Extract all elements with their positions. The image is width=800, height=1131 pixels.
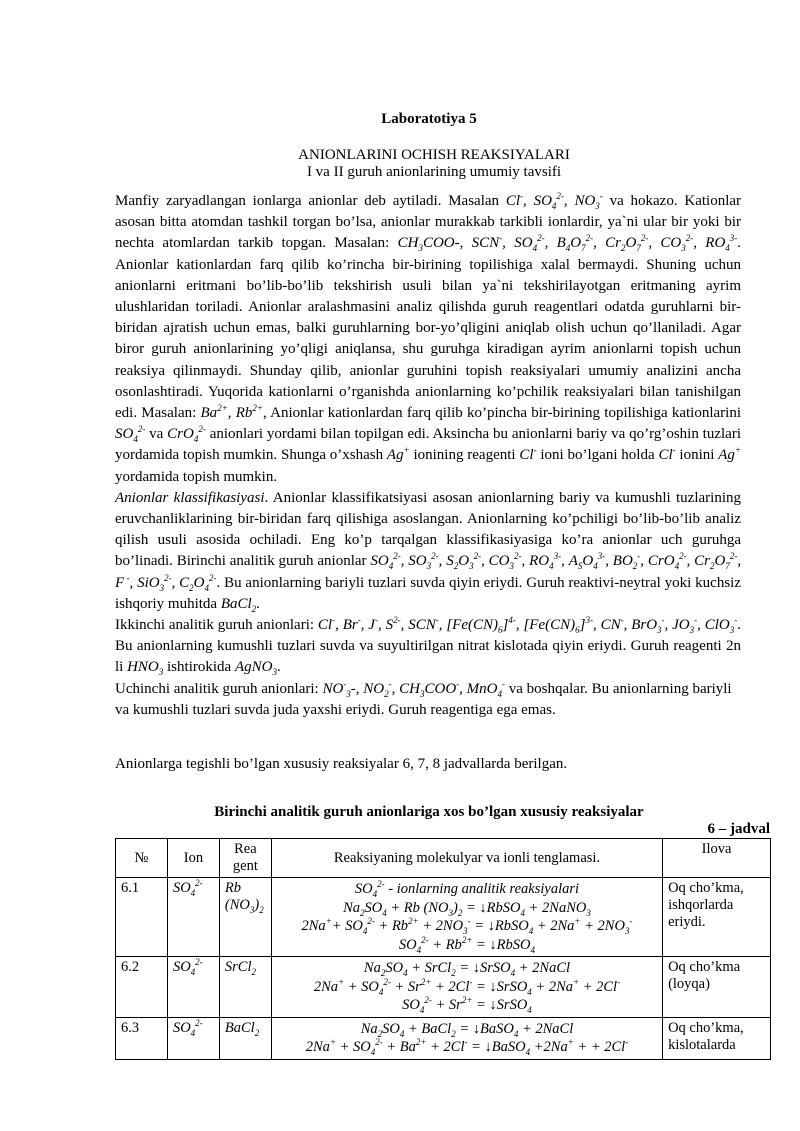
row-reagent: Rb $(NO_3)_2$ [219, 878, 271, 957]
row-equation: $Na_2SO_4$ + SrCl$_2$ = ↓SrSO$_4$ + 2NaCl $2Na^+ + SO_4^{2-} + Sr^{2+} + 2Cl^-$ = ↓SrSO$_4$ + 2Na+ + 2Cl- $SO_4^{2-} + Sr^{2+}$ = ↓SrSO$_4$ [271, 957, 662, 1018]
row-ion: $SO_4^{2-}$ [167, 957, 219, 1018]
header-note: Ilova [663, 839, 771, 878]
table-row [116, 878, 771, 957]
row-number: 6.3 [116, 1017, 168, 1059]
row-note: Oq cho’kma, kislotalarda [663, 1017, 771, 1059]
row-equation: $SO_4^{2-}$ - ionlarning analitik reaksiyalari $Na_2SO_4 + Rb$ $(NO_3)_2$ = ↓RbSO$_4$ + 2NaNO$_3$ $2Na^++ SO_4^{2-} + Rb^{2+} + 2NO_3^-$ = ↓RbSO$_4$ + $2Na^+ + 2NO_3^-$ $SO_4^{2-} + Rb^{2+}$ = ↓RbSO$_4$ [271, 878, 662, 957]
header-equation: Reaksiyaning molekulyar va ionli tenglamasi. [271, 839, 662, 878]
table-row [116, 1017, 771, 1059]
row-note: Oq cho’kma, ishqorlarda eriydi. [663, 878, 771, 957]
page-title: Laboratotiya 5 [381, 111, 477, 127]
row-number: 6.1 [116, 878, 168, 957]
row-ion: $SO_4^{2-}$ [167, 878, 219, 957]
row-number: 6.2 [116, 957, 168, 1018]
header-reagent: Rea gent [219, 839, 271, 878]
paragraph-classification: Anionlar klassifikasiyasi. Anionlar klassifikatsiyasi asosan anionlarning bariy va kumushli tuzlarining eruvchanliklarining bir-biridan farq qilishiga asoslangan. Anionlarning ko’pchiligi bo’lib-bo’lib analiz qilish usuli asosida ochiladi. Eng ko’p tarqalgan klassifikasiyasiga ko’ra anionlar uch guruhga bo’linadi. Birinchi analitik guruh anionlar $SO_4^{2-}$, $SO_3^{2-}$, $S_2O_3^{2-}$, $CO_3^{2-}$, $RO_4^{3-}$, $A_SO_4^{3-}$, $BO_2^-$, CrO$_4^{2-}$, $Cr_2O_7^{2-}$, F -, SiO$_3^{2-}$, $C_2O_4^{2-}$. Bu anionlarning bariyli tuzlari suvda qiyin eriydi. Guruh reaktivi-neytral yoki kuchsiz ishqoriy muhitda BaCl$_2$. [115, 489, 742, 614]
paragraph-group2: Ikkinchi analitik guruh anionlari: Cl-, Br-, J-, $S^{2-}$, SCN-, $[Fe(CN)_6]^{4-}$, $[Fe(CN)_6]^{3-}$, CN-, BrO$_3$-, $JO_3^-$, ClO$_3$-. Bu anionlarning kumushli tuzlari suvda va suyultirilgan nitrat kislotada qiyin eriydi. Guruh reagenti 2n li $HNO_3$ ishtirokida AgNO$_3$. [115, 615, 742, 678]
row-reagent: BaCl$_2$ [219, 1017, 271, 1059]
paragraph-group3: Uchinchi analitik guruh anionlari: $NO^-_3-$, $NO_2^-$, $CH_3COO^-$, MnO$_4$- va boshqalar. Bu anionlarning bariyli va kumushli tuzlari suvda juda yaxshi eriydi. Guruh reagentiga ega emas. [115, 678, 732, 718]
row-ion: $SO_4^{2-}$ [167, 1017, 219, 1059]
row-equation: $Na_2SO_4$ + BaCl$_2$ = ↓BaSO$_4$ + 2NaCl $2Na^+ + SO_4^{2-} + Ba^{2+} + 2Cl^-$ = ↓BaSO$_4$ +2Na+ + + 2Cl- [271, 1017, 662, 1059]
table-row [116, 957, 771, 1018]
table-title: Birinchi analitik guruh anionlariga xos bo’lgan xususiy reaksiyalar [214, 804, 644, 820]
body-text [115, 191, 741, 721]
table-number: 6 – jadval [707, 821, 770, 837]
header-ion: Ion [167, 839, 219, 878]
paragraph-intro: Manfiy zaryadlangan ionlarga anionlar deb aytiladi. Masalan Cl-, $SO_4^{2-}$, $NO_3^-$ va hokazo. Kationlar asosan bitta atomdan tashkil torgan bo’lsa, anionlar murakkab tarkibli ionlardir, ya`ni ular bir yoki bir nechta atomlardan tarkib topgan. Masalan: $CH_3COO-$, SCN-, $SO_4^{2-}$, $B_4O_7^{2-}$, $Cr_2O_7^{2-}$, $CO_3^{2-}$, $RO_4^{3-}$. Anionlar kationlardan farq qilib ko’rincha bir-birining topilishiga xalal bermaydi. Shuning uchun anionlarni eritmani bo’lib-bo’lib tekshirish usuli bilan ya`ni tekshirilayotgan eritmaning ayrim ulushlaridan toriladi. Anionlar aralashmasini analiz qilishda guruh reagentlari odatda guruhlarni bir-biridan ajratish uchun emas, balki guruhlarning bor-yo’qligini aniqlab olish uchun qo’llaniladi. Agar biror guruh anionlarining yo’qligi aniqlansa, shu guruhga kiradigan ayrim anionlarni topish uchun reaksiya qilinmaydi. Shunday qilib, anionlar guruhini topish reaksiyalari umumiy analizini ancha osonlashtiradi. Yuqorida kationlarni o’rganishda anionlarning ko’pchilik reaksiyalari bilan tanishilgan edi. Masalan: $Ba^{2+}$, $Rb^{2+}$, Anionlar kationlardan farq qilib ko’pincha bir-birining topilishiga kationlarini $SO_4^{2-}$ va CrO$_4^{2-}$ anionlari yordami bilan topilgan edi. Aksincha bu anionlarni bariy va qo’rg’oshin tuzlari yordamida topish mumkin. Shunga o’xshash Ag+ ionining reagenti Cl- ioni bo’lgani holda Cl- ionini Ag+ yordamida topish mumkin. [115, 191, 742, 485]
section-heading: ANIONLARINI OCHISH REAKSIYALARI [298, 147, 570, 163]
row-reagent: SrCl$_2$ [219, 957, 271, 1018]
table-header-row [116, 839, 771, 878]
section-subheading: I va II guruh anionlarining umumiy tavsifi [306, 164, 562, 180]
header-number: № [116, 839, 168, 878]
tables-reference: Anionlarga tegishli bo’lgan xususiy reaksiyalar 6, 7, 8 jadvallarda berilgan. [115, 756, 568, 772]
row-note: Oq cho’kma (loyqa) [663, 957, 771, 1018]
reactions-table [115, 838, 771, 1060]
